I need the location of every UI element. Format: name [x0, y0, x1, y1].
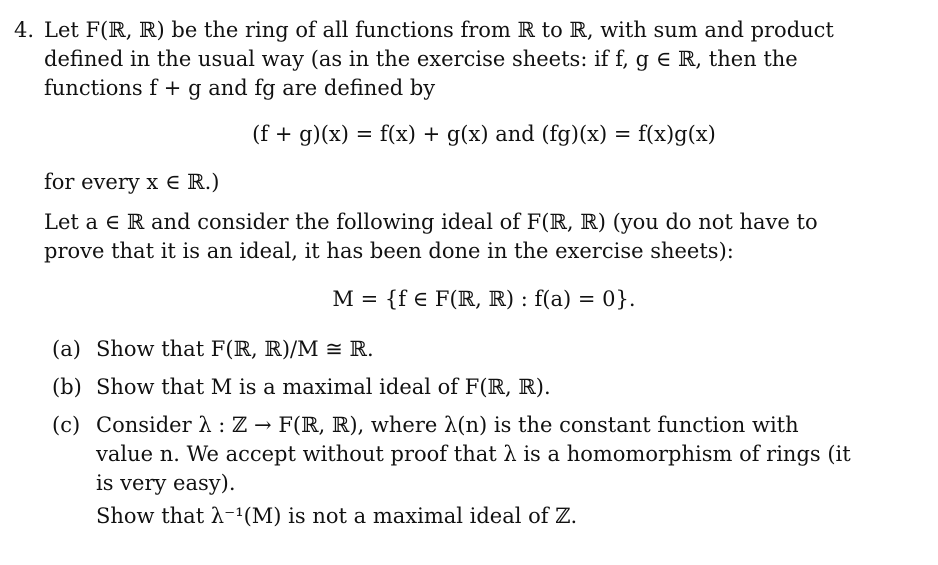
intro-line-1	[14, 16, 924, 45]
intro-line-2: defined in the usual way (as in the exercise sheets: if f, g ∈ ℝ, then the	[44, 47, 798, 71]
part-b-label: (b)	[52, 375, 82, 399]
part-b	[14, 373, 924, 402]
part-c-line-1: Consider λ : ℤ → F(ℝ, ℝ), where λ(n) is the constant function with	[96, 413, 799, 437]
display-equation-1: (f + g)(x) = f(x) + g(x) and (fg)(x) = f(x)g(x)	[252, 122, 716, 146]
part-c-label: (c)	[52, 413, 81, 437]
ideal-line-2: prove that it is an ideal, it has been done in the exercise sheets):	[44, 239, 734, 263]
part-c	[14, 411, 924, 531]
problem-number: 4.	[14, 18, 35, 42]
problem-4	[14, 16, 924, 531]
part-c-line-2: value n. We accept without proof that λ is a homomorphism of rings (it	[96, 442, 851, 466]
part-c-line-3: is very easy).	[96, 471, 236, 495]
part-a	[14, 335, 924, 364]
after-equation-line: for every x ∈ ℝ.)	[44, 170, 220, 194]
ideal-line-1: Let a ∈ ℝ and consider the following ideal of F(ℝ, ℝ) (you do not have to	[44, 210, 818, 234]
intro-line-3: functions f + g and fg are defined by	[44, 76, 436, 100]
part-a-label: (a)	[52, 337, 81, 361]
part-c-followup: Show that λ⁻¹(M) is not a maximal ideal of ℤ.	[96, 504, 578, 528]
intro-text-1: Let F(ℝ, ℝ) be the ring of all functions from ℝ to ℝ, with sum and product	[44, 18, 834, 42]
part-a-text: Show that F(ℝ, ℝ)/M ≅ ℝ.	[96, 337, 374, 361]
part-b-text: Show that M is a maximal ideal of F(ℝ, ℝ).	[96, 375, 551, 399]
display-equation-2: M = {f ∈ F(ℝ, ℝ) : f(a) = 0}.	[332, 287, 636, 311]
